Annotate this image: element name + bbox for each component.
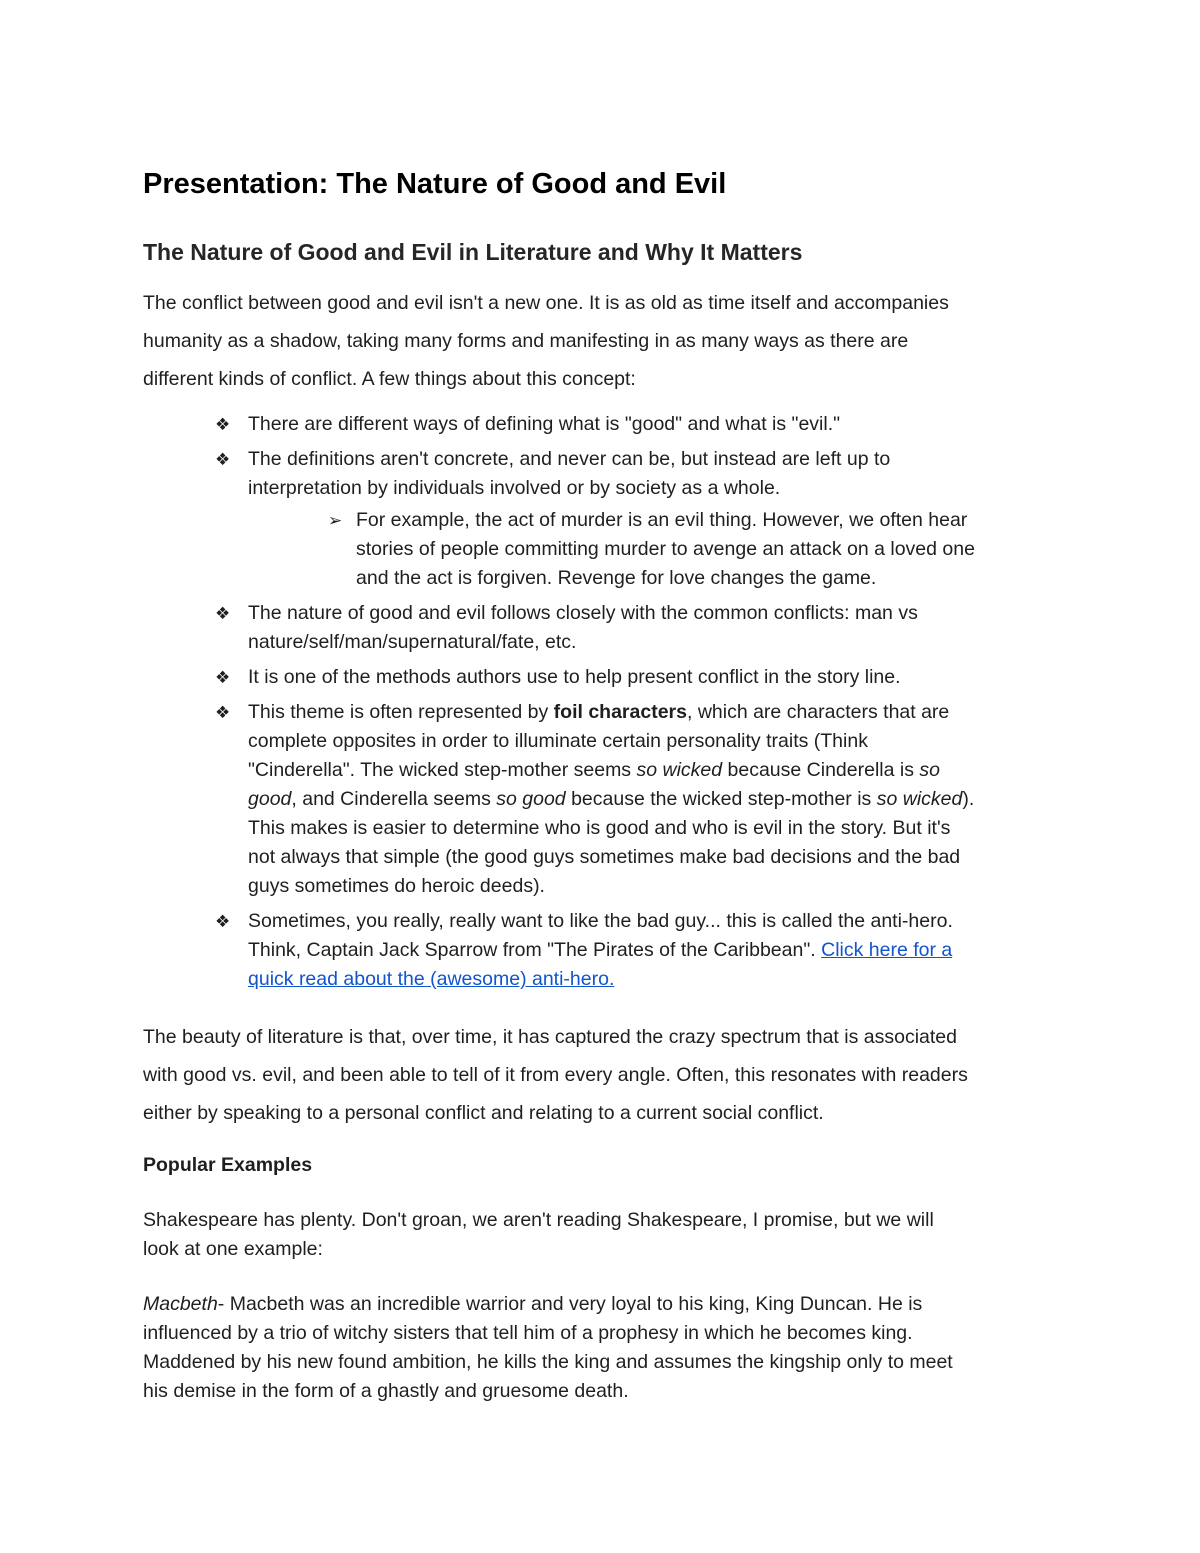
anti-hero-link-continued[interactable]: quick read about the (awesome) anti-hero. <box>248 968 615 990</box>
popular-examples-heading: Popular Examples <box>143 1154 313 1176</box>
sub-list <box>248 506 1063 593</box>
diamond-bullet-icon: ❖ <box>215 415 231 434</box>
macbeth-title: Macbeth <box>143 1293 218 1315</box>
list-item: ❖ There are different ways of defining what is "good" and what is "evil." <box>143 410 1063 439</box>
anti-hero-link[interactable]: Click here for a <box>821 939 953 961</box>
diamond-bullet-icon: ❖ <box>215 912 231 931</box>
list-item: ❖ Sometimes, you really, really want to like the bad guy... this is called the anti-hero. Think, Captain Jack Sparrow from "The Pirates of the Caribbean". Click here for a quick read about the (awesome) anti-hero. <box>143 907 1063 994</box>
concept-list <box>143 410 1063 994</box>
diamond-bullet-icon: ❖ <box>215 604 231 623</box>
list-item: ❖ This theme is often represented by foil characters, which are characters that are complete opposites in order to illuminate certain personality traits (Think "Cinderella". The wicked step-mother seems so wicked because Cinderella is so good, and Cinderella seems so good because the wicked step-mother is so wicked). This makes is easier to determine who is good and who is evil in the story. But it's not always that simple (the good guys sometimes make bad decisions and the bad guys sometimes do heroic deeds). <box>143 698 1063 901</box>
macbeth-paragraph: Macbeth- Macbeth was an incredible warrior and very loyal to his king, King Duncan. He is influenced by a trio of witchy sisters that tell him of a prophesy in which he becomes king. Maddened by his new found ambition, he kills the king and assumes the kingship only to meet his demise in the form of a ghastly and gruesome death. <box>143 1293 953 1402</box>
diamond-bullet-icon: ❖ <box>215 450 231 469</box>
list-item: ❖ The definitions aren't concrete, and never can be, but instead are left up to interpretation by individuals involved or by society as a whole. ➢ For example, the act of murder is an evil thing. However, we often hear stories of people committing murder to avenge an attack on a loved one and the act is forgiven. Revenge for love changes the game. <box>143 445 1063 593</box>
shakespeare-paragraph: Shakespeare has plenty. Don't groan, we aren't reading Shakespeare, I promise, but we will look at one example: <box>143 1209 934 1260</box>
list-item: ❖ It is one of the methods authors use to help present conflict in the story line. <box>143 663 1063 692</box>
page-title: Presentation: The Nature of Good and Evil <box>143 168 727 200</box>
bold-term: foil characters <box>553 701 687 723</box>
arrowhead-bullet-icon: ➢ <box>328 511 343 530</box>
section-heading: The Nature of Good and Evil in Literature and Why It Matters <box>143 239 803 265</box>
intro-paragraph: The conflict between good and evil isn't a new one. It is as old as time itself and accompanies humanity as a shadow, taking many forms and manifesting in as many ways as there are different kinds of conflict. A few things about this concept: <box>143 292 949 390</box>
beauty-paragraph: The beauty of literature is that, over time, it has captured the crazy spectrum that is associated with good vs. evil, and been able to tell of it from every angle. Often, this resonates with readers either by speaking to a personal conflict and relating to a current social conflict. <box>143 1026 968 1124</box>
diamond-bullet-icon: ❖ <box>215 703 231 722</box>
diamond-bullet-icon: ❖ <box>215 668 231 687</box>
list-item: ❖ The nature of good and evil follows closely with the common conflicts: man vs nature/self/man/supernatural/fate, etc. <box>143 599 1063 657</box>
sub-list-item: ➢ For example, the act of murder is an evil thing. However, we often hear stories of people committing murder to avenge an attack on a loved one and the act is forgiven. Revenge for love changes the game. <box>248 506 1063 593</box>
document-body <box>143 160 1063 1406</box>
